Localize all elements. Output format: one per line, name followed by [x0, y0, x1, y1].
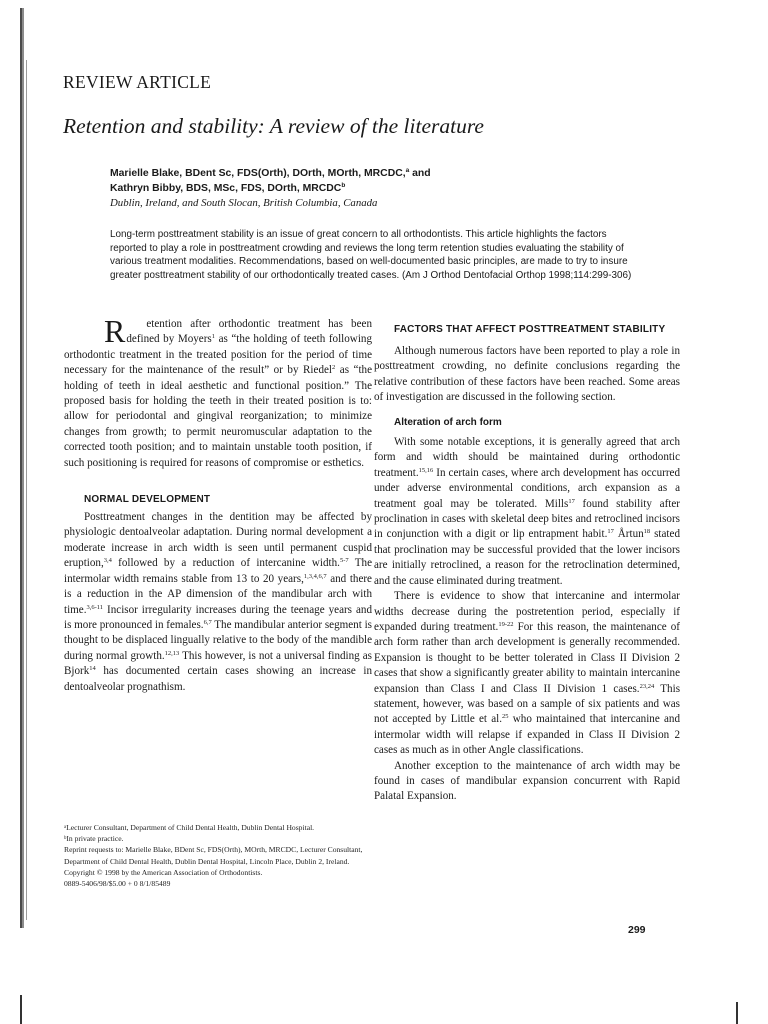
author-line-2 [110, 181, 670, 196]
scan-mark-bottom-left [20, 995, 22, 1024]
author-conjunction: and [409, 168, 431, 179]
footnote-b: ᵇIn private practice. [64, 834, 124, 844]
drop-cap: R [104, 313, 126, 349]
left-column [64, 313, 373, 695]
arch-form-paragraph-2: There is evidence to show that intercanine and intermolar widths decrease during the postretention period, especially if expanded during treatment.$^{19-22}$ For this reason, the maintenance of arch form rather than arch development is generally recommended. Expansion is thought to be better tolerated in Class II Division 2 cases that show a significantly greater ability to maintain intercanine expansion than Class I and Class II Division 1 cases.$^{23,24}$ This statement, however, was based on a sample of six patients and was not accepted by Little et al.$^{25}$ who maintained that intercanine and intermolar width will relapse if expanded in Class II Division 2 cases as much as in other Angle classifications. [374, 590, 681, 757]
article-title: Retention and stability: A review of the literature [63, 114, 484, 138]
page-number: 299 [628, 924, 646, 936]
normal-development-paragraph: Posttreatment changes in the dentition may be affected by physiologic dentoalveolar adaptation. During normal development a moderate increase in arch width is seen until permanent cuspid eruption,$^{3,4}$ followed by a reduction of intercanine width.$^{5-7}$ The intermolar width remains stable from 13 to 20 years,$^{1,3,4,6,7}$ and there is a reduction in the AP dimension of the mandibular arch with time.$^{3,6-11}$ Incisor irregularity increases during the teenage years and is more pronounced in females.$^{6,7}$ The mandibular anterior segment is thought to be displaced lingually relative to the body of the mandible during normal growth.$^{12,13}$ This however, is not a universal finding as Bjork$^{14}$ has documented certain cases showing an increase in dentoalveolar prognathism. [64, 511, 373, 693]
abstract: Long-term posttreatment stability is an issue of great concern to all orthodontists. This article highlights the factors reported to play a role in posttreatment crowding and reviews the long term retention studies evaluating the stability of various treatment modalities. Recommendations, based on well-documented basic principles, are made to try to insure greater posttreatment stability of our orthodontically treated cases. (Am J Orthod Dentofacial Orthop 1998;114:299-306) [110, 229, 632, 281]
subheading-arch-form: Alteration of arch form [394, 416, 502, 428]
intro-paragraph: R etention after orthodontic treatment has been defined by Moyers$^1$ as “the holding of teeth following orthodontic treatment in the treated position for the period of time necessary for the maintenance of the result” or by Riedel$^2$ as “the holding of teeth in ideal aesthetic and functional position.” The proposed basis for holding the teeth in their treated position is to: allow for periodontal and gingival reorganization; to minimize changes from growth; to permit neuromuscular adaptation to the corrected tooth position; and to maintain unstable tooth position, if such positioning is required for reasons of compromise or esthetics. [64, 313, 373, 469]
author-1-mark: a [405, 167, 410, 174]
copyright: Copyright © 1998 by the American Association of Orthodontists. [64, 867, 263, 877]
scan-edge-left [20, 8, 24, 928]
heading-factors: FACTORS THAT AFFECT POSTTREATMENT STABILITY [394, 324, 666, 335]
footnote-a: ᵃLecturer Consultant, Department of Child Dental Health, Dublin Dental Hospital. [64, 823, 315, 832]
author-list [110, 166, 670, 196]
arch-form-paragraph-1: With some notable exceptions, it is generally agreed that arch form and width should be maintained during orthodontic treatment.$^{15,16}$ In certain cases, where arch development has occurred under adverse environmental conditions, arch expansion as a treatment goal may be tolerated. Mills$^{17}$ found stability after proclination in cases with skeletal deep bites and retroclined incisors in conjunction with a digit or lip entrapment habit.$^{17}$ Årtun$^{18}$ stated that proclination may be successful provided that the lower incisors are initially retroclined, a reason for the retroclination determined, and the cause eliminated during treatment. [374, 436, 680, 587]
heading-normal-development: NORMAL DEVELOPMENT [84, 494, 211, 506]
section-label: REVIEW ARTICLE [63, 72, 212, 92]
reprint-requests: Reprint requests to: Marielle Blake, BDent Sc, FDS(Orth), MOrth, MRCDC, Lecturer Consultant, Department of Child Dental Health, Dublin Dental Hospital, Lincoln Place, Dublin 2, Ireland. [64, 845, 363, 866]
issn-code: 0889-5406/98/$5.00 + 0 8/1/85489 [64, 879, 171, 889]
factors-paragraph: Although numerous factors have been reported to play a role in posttreatment crowding, no definite conclusions regarding the relative contribution of these factors have been reached. Some areas of investigation are discussed in the following section. [374, 345, 680, 404]
footnotes [64, 822, 374, 889]
author-2-mark: b [341, 182, 346, 189]
author-2: Kathryn Bibby, BDS, MSc, FDS, DOrth, MRCDC [110, 183, 342, 194]
arch-form-paragraph-3: Another exception to the maintenance of arch width may be found in cases of mandibular expansion concurrent with Rapid Palatal Expansion. [374, 759, 680, 803]
author-line-1 [110, 166, 670, 181]
right-column [374, 322, 680, 805]
affiliation: Dublin, Ireland, and South Slocan, British Columbia, Canada [110, 197, 378, 209]
scan-edge-shadow [26, 60, 27, 920]
scan-mark-bottom-right [736, 1002, 738, 1024]
author-1: Marielle Blake, BDent Sc, FDS(Orth), DOrth, MOrth, MRCDC, [110, 168, 406, 179]
